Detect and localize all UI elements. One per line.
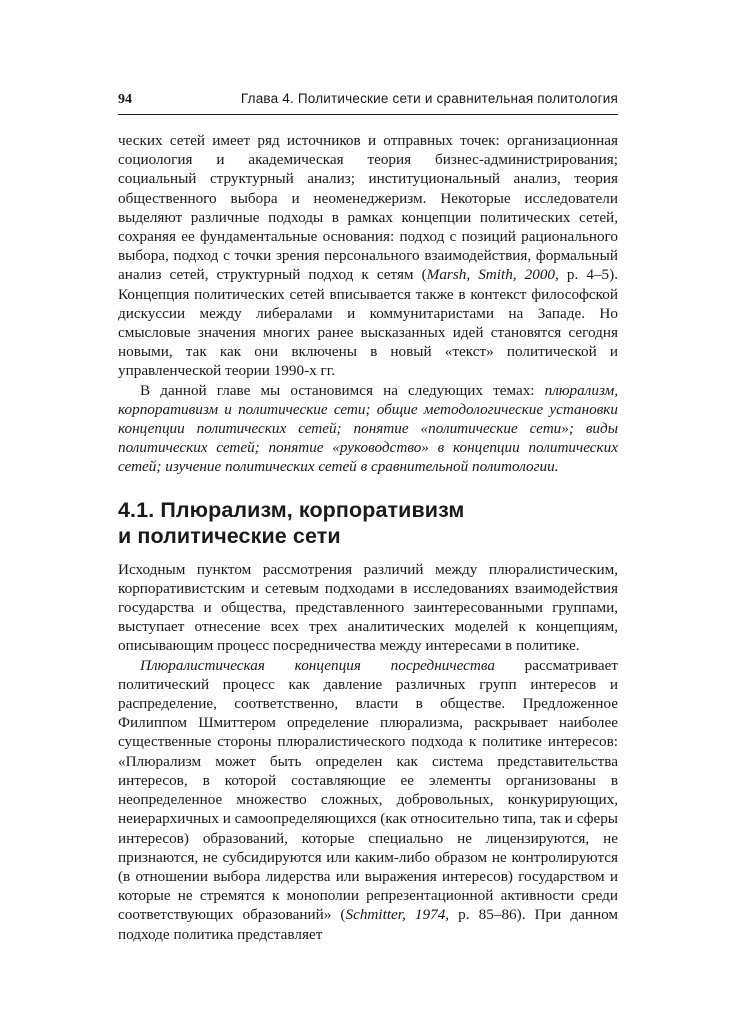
main-text [118, 131, 618, 944]
topics-list: плюрализм, корпоративизм и политические сети; общие методологические установки концепции политических сетей; понятие «политические сети»; виды политических сетей; понятие «руководство» в концепции политических сетей; изучение политических сетей в сравнительной политологии. [118, 381, 618, 476]
section-heading-line-1: 4.1. Плюрализм, корпоративизм [118, 497, 465, 522]
page-number: 94 [118, 92, 132, 107]
section-heading-line-2: и политические сети [118, 523, 341, 548]
term: Плюралистическая концепция посредничества [140, 656, 495, 674]
page-header [118, 90, 618, 109]
running-title: Глава 4. Политические сети и сравнительная политология [240, 91, 618, 106]
paragraph-continuation: ческих сетей имеет ряд источников и отправных точек: организационная социология и академическая теория бизнес-администрирования; социальный структурный анализ; институциональный анализ, теория общественного выбора и неоменеджеризм. Некоторые исследователи выделяют различные подходы в рамках концепции политических сетей, сохраняя ее фундаментальные основания: подход с позиций рационального выбора, подход с точки зрения персонального взаимодействия, формальный анализ сетей, структурный подход к сетям (Marsh, Smith, 2000, p. 4–5). Концепция политических сетей вписывается также в контекст философской дискуссии между либералами и коммунитаристами на Западе. Но смысловые значения многих ранее высказанных идей становятся сегодня новыми, так как они включены в новый «текст» политической и управленческой теории 1990-х гг. [118, 132, 618, 380]
header-rule [118, 114, 618, 115]
citation: Schmitter, 1974 [345, 906, 446, 924]
paragraph-intro: Исходным пунктом рассмотрения различий между плюралистическим, корпоративистским и сетевым подходами в исследованиях взаимодействия государства и общества, представленного заинтересованными группами, выступает отнесение всех трех аналитических моделей к концепциям, описывающим процесс посредничества между интересами в политике. [118, 560, 618, 655]
citation: Marsh, Smith, 2000 [426, 266, 556, 284]
paragraph-pluralism: Плюралистическая концепция посредничества рассматривает политический процесс как давление различных групп интересов и распределение, соответственно, власти в обществе. Предложенное Филиппом Шмиттером определение плюрализма, раскрывает наиболее существенные стороны плюралистического подхода к политике интересов: «Плюрализм может быть определен как система представительства интересов, в которой составляющие ее элементы организованы в неопределенное множество сложных, добровольных, конкурирующих, неиерархичных и самоопределяющихся (как относительно типа, так и сферы интересов) образований, которые специально не лицензируются, не признаются, не субсидируются или каким-либо образом не контролируются (в отношении выбора лидерства или выражения интересов) государством и которые не стремятся к монополии репрезентационной активности среди соответствующих образований» (Schmitter, 1974, p. 85–86). При данном подходе политика представляет [118, 656, 619, 943]
paragraph-chapter-topics: В данной главе мы остановимся на следующих темах: плюрализм, корпоративизм и политические сети; общие методологические установки концепции политических сетей; понятие «политические сети»; виды политических сетей; понятие «руководство» в концепции политических сетей; изучение политических сетей в сравнительной политологии. [118, 381, 618, 476]
section-heading [118, 497, 618, 549]
